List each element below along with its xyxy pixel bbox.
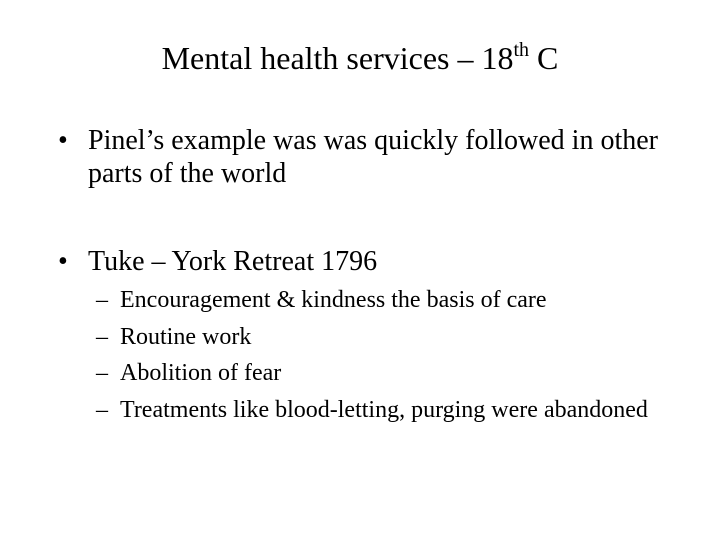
slide-title-superscript: th <box>513 39 530 61</box>
bullet-text: Tuke – York Retreat 1796 <box>88 246 378 277</box>
slide-title-tail: C <box>529 40 559 76</box>
sub-item-routine-work <box>96 323 660 351</box>
sub-item-text: Routine work <box>120 324 252 350</box>
bullet-item-tuke <box>58 245 688 278</box>
slide-title-main: Mental health services – 18 <box>161 40 514 76</box>
sub-item-abolition-of-fear <box>96 359 660 387</box>
sub-item-text: Treatments like blood-letting, purging were abandoned <box>120 397 648 423</box>
bullet-icon: • <box>58 246 68 277</box>
sub-item-encouragement <box>96 286 660 314</box>
dash-icon: – <box>96 287 108 313</box>
sub-item-text: Abolition of fear <box>120 360 282 386</box>
bullet-text: Pinel’s example was was quickly followed in other parts of the world <box>88 125 658 189</box>
sub-item-text: Encouragement & kindness the basis of care <box>120 287 547 313</box>
dash-icon: – <box>96 397 108 423</box>
dash-icon: – <box>96 324 108 350</box>
sub-item-treatments-abandoned <box>96 396 660 424</box>
slide-title <box>0 38 720 78</box>
bullet-icon: • <box>58 125 68 156</box>
bullet-item-pinel <box>58 124 688 190</box>
dash-icon: – <box>96 360 108 386</box>
